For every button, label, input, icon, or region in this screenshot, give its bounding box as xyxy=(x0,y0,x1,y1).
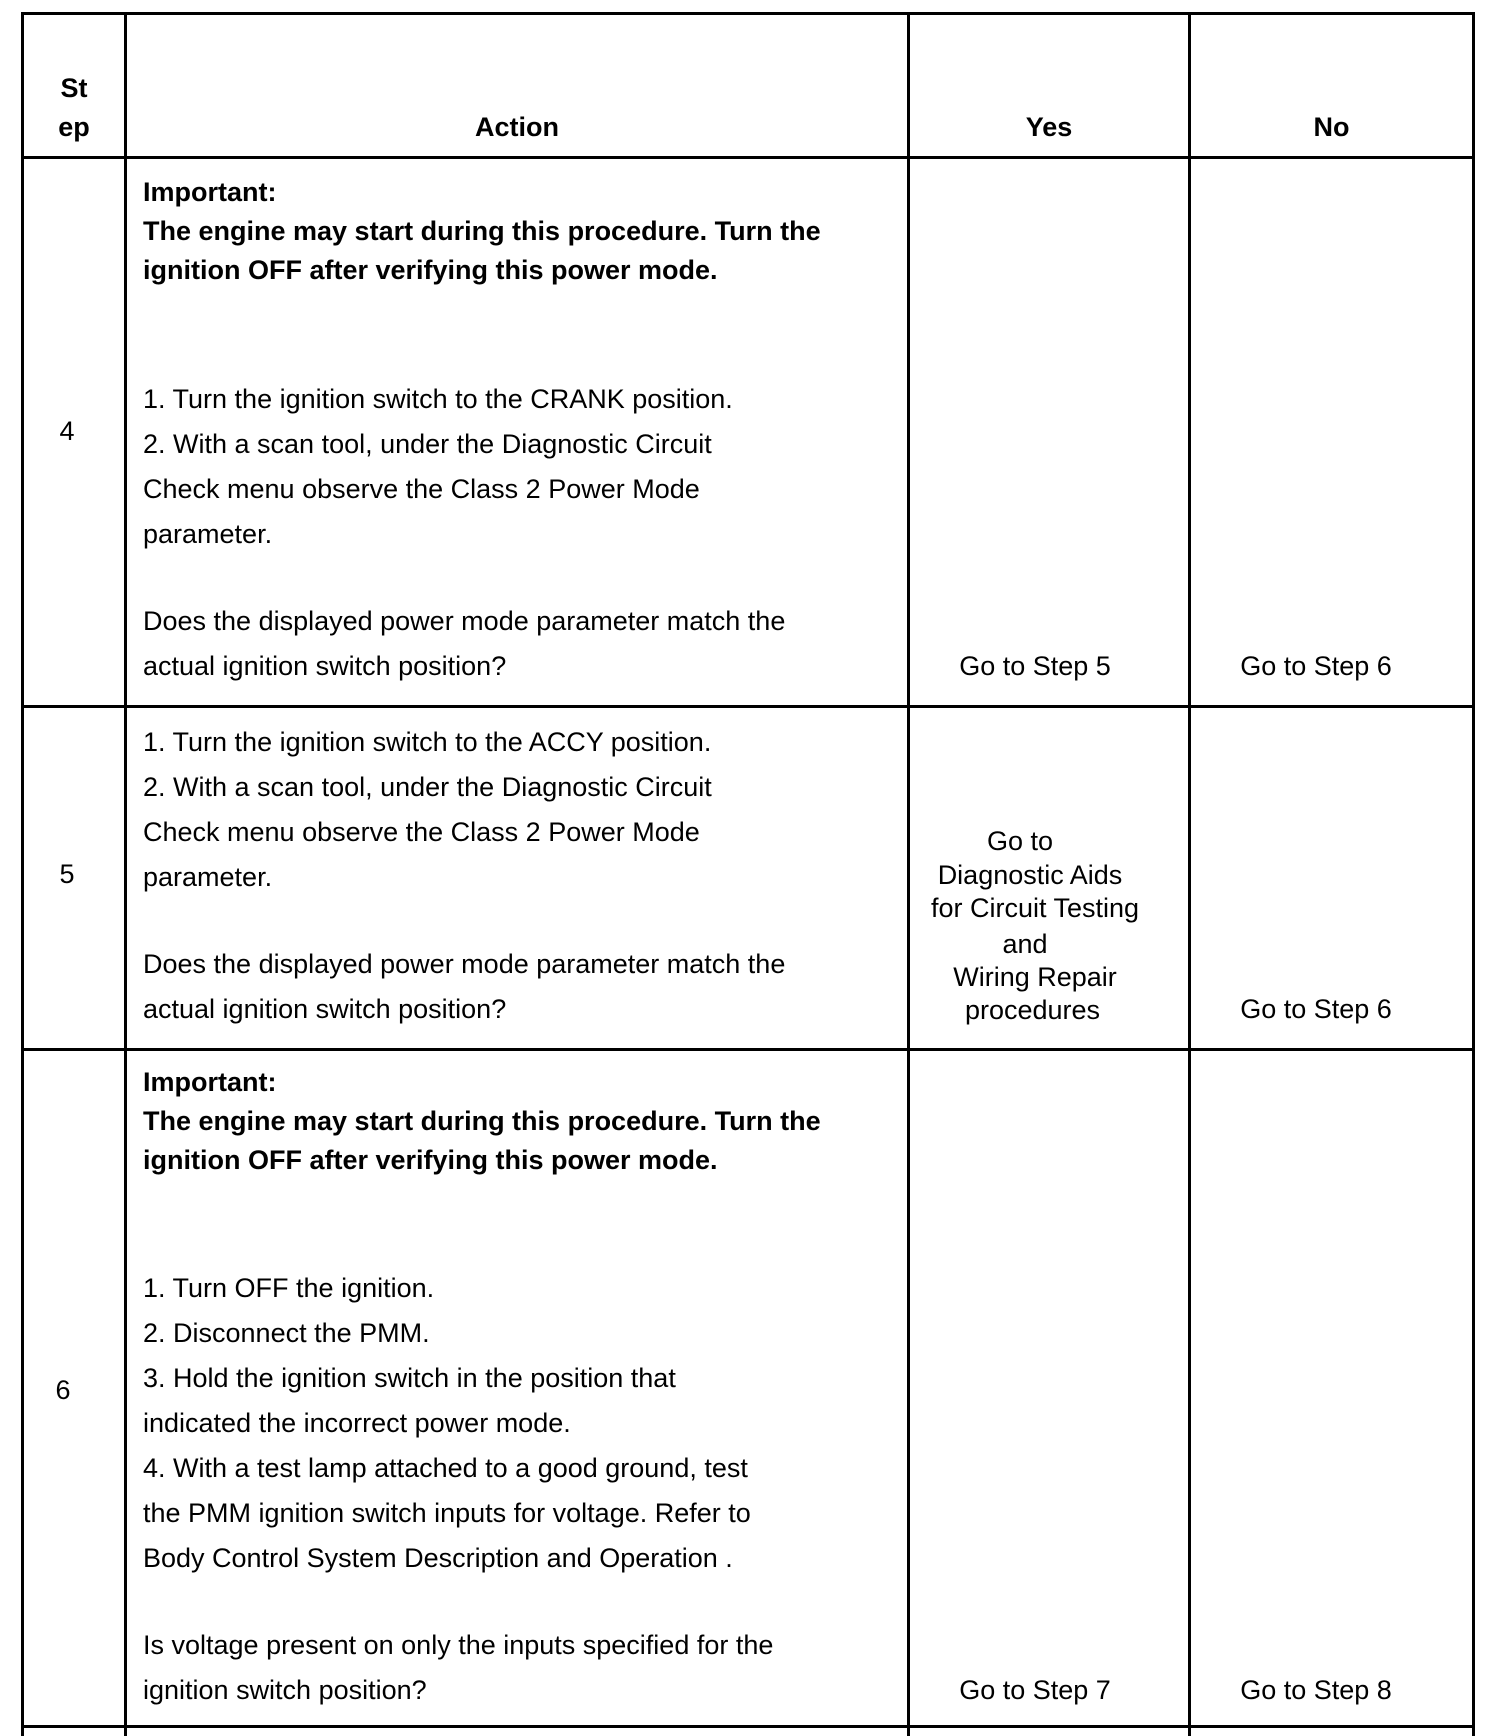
yes-result: and xyxy=(1002,929,1048,959)
yes-result: Go to Step 7 xyxy=(959,1675,1111,1705)
step-number: 6 xyxy=(55,1375,71,1405)
action-line: 4. With a test lamp attached to a good ground, test xyxy=(143,1453,748,1483)
action-line: 1. Turn the ignition switch to the CRANK position. xyxy=(143,384,733,414)
header-step-line2: ep xyxy=(58,112,90,142)
header-yes: Yes xyxy=(1025,112,1073,142)
table-divider-row-4 xyxy=(21,705,1475,708)
action-line: the PMM ignition switch inputs for voltage. Refer to xyxy=(143,1498,751,1528)
action-line: parameter. xyxy=(143,862,273,892)
question-text: Does the displayed power mode parameter match the xyxy=(143,606,786,636)
no-result: Go to Step 6 xyxy=(1240,994,1392,1024)
table-divider-step xyxy=(124,12,127,1736)
action-line: indicated the incorrect power mode. xyxy=(143,1408,571,1438)
action-line: 1. Turn OFF the ignition. xyxy=(143,1273,435,1303)
important-label: Important: xyxy=(143,1067,277,1097)
yes-result: Wiring Repair xyxy=(953,962,1117,992)
header-step-line1: St xyxy=(60,73,88,103)
yes-result: Go to Step 5 xyxy=(959,651,1111,681)
yes-result: Go to xyxy=(986,826,1054,856)
important-label: Important: xyxy=(143,177,277,207)
header-action: Action xyxy=(475,112,559,142)
action-line: 2. Disconnect the PMM. xyxy=(143,1318,430,1348)
yes-result: Diagnostic Aids xyxy=(937,860,1123,890)
action-line: 2. With a scan tool, under the Diagnostic Circuit xyxy=(143,772,712,802)
table-divider-yes xyxy=(1188,12,1191,1736)
important-text: The engine may start during this procedure. Turn the xyxy=(143,1106,821,1136)
question-text: actual ignition switch position? xyxy=(143,994,507,1024)
step-number: 4 xyxy=(59,416,75,446)
action-line: 1. Turn the ignition switch to the ACCY position. xyxy=(143,727,712,757)
action-line: Body Control System Description and Operation . xyxy=(143,1543,733,1573)
table-divider-header xyxy=(21,156,1475,159)
no-result: Go to Step 6 xyxy=(1240,651,1392,681)
question-text: Does the displayed power mode parameter match the xyxy=(143,949,786,979)
action-line: Check menu observe the Class 2 Power Mode xyxy=(143,817,700,847)
question-text: Is voltage present on only the inputs specified for the xyxy=(143,1630,774,1660)
table-border-right xyxy=(1472,12,1475,1736)
important-text: The engine may start during this procedure. Turn the xyxy=(143,216,821,246)
step-number: 5 xyxy=(59,859,75,889)
important-text: ignition OFF after verifying this power mode. xyxy=(143,255,718,285)
question-text: ignition switch position? xyxy=(143,1675,427,1705)
header-no: No xyxy=(1313,112,1350,142)
table-divider-row-5 xyxy=(21,1048,1475,1051)
yes-result: for Circuit Testing xyxy=(930,893,1140,923)
action-line: 3. Hold the ignition switch in the position that xyxy=(143,1363,676,1393)
action-line: parameter. xyxy=(143,519,273,549)
yes-result: procedures xyxy=(964,995,1101,1025)
table-border-top xyxy=(21,12,1475,15)
question-text: actual ignition switch position? xyxy=(143,651,507,681)
action-line: Check menu observe the Class 2 Power Mode xyxy=(143,474,700,504)
no-result: Go to Step 8 xyxy=(1240,1675,1392,1705)
important-text: ignition OFF after verifying this power mode. xyxy=(143,1145,718,1175)
action-line: 2. With a scan tool, under the Diagnostic Circuit xyxy=(143,429,712,459)
